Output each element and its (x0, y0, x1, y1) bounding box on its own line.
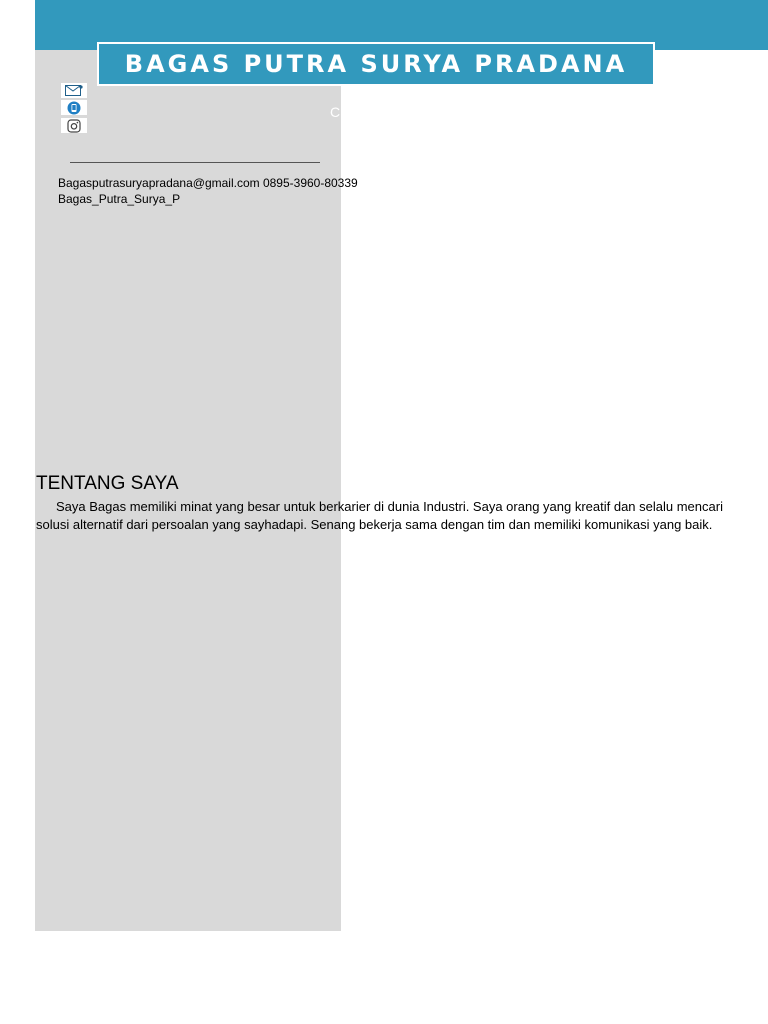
instagram-icon (61, 118, 87, 133)
contact-divider (70, 162, 320, 163)
about-heading: TENTANG SAYA (36, 473, 179, 494)
contact-info (58, 175, 358, 207)
document-subtitle: CURICULUM VITAE (330, 104, 458, 120)
about-paragraph: Saya Bagas memiliki minat yang besar untuk berkarier di dunia Industri. Saya orang yang kreatif dan selalu mencari solusi alternatif dari persoalan yang sayhadapi. Senang bekerja sama dengan tim dan memiliki komunikasi yang baik. (36, 499, 723, 532)
full-name: BAGAS PUTRA SURYA PRADANA (124, 50, 628, 78)
instagram-handle: Bagas_Putra_Surya_P (58, 192, 181, 206)
mail-icon (61, 83, 87, 98)
name-banner (97, 42, 655, 86)
email-phone-text: Bagasputrasuryapradana@gmail.com 0895-3960-80339 (58, 176, 358, 190)
phone-icon (61, 100, 87, 115)
